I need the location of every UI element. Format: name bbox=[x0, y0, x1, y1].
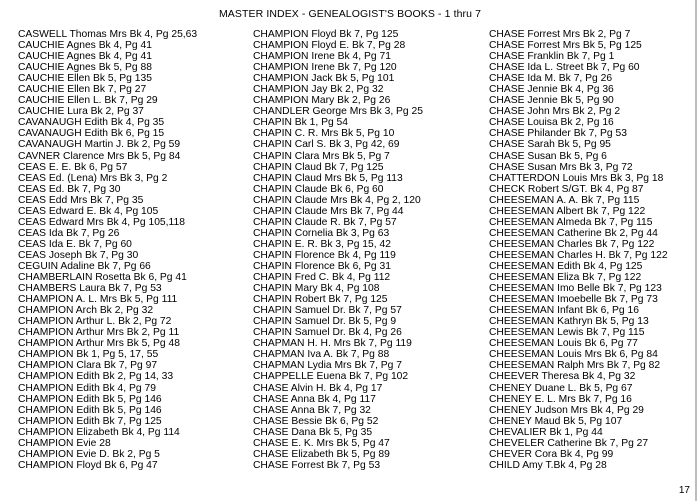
index-entry: CHAMPION Edith Bk 2, Pg 14, 33 bbox=[18, 371, 174, 383]
index-entry: CEAS Edward E. Bk 4, Pg 105 bbox=[18, 205, 159, 217]
index-entry: CHASE Louisa Bk 2, Pg 16 bbox=[489, 117, 614, 129]
index-entry: CHASE Jennie Bk 4, Pg 36 bbox=[489, 84, 614, 96]
index-entry: CHEESEMAN Infant Bk 6, Pg 16 bbox=[489, 305, 639, 317]
index-entry: CAUCHIE Agnes Bk 4, Pg 41 bbox=[18, 51, 152, 63]
index-entry: CHAPIN Samuel Dr. Bk 4, Pg 26 bbox=[253, 327, 402, 339]
index-entry: CHAMBERS Laura Bk 7, Pg 53 bbox=[18, 283, 162, 295]
index-entry: CEAS Edd Mrs Bk 7, Pg 35 bbox=[18, 194, 144, 206]
index-entry: CHILD Amy T.Bk 4, Pg 28 bbox=[489, 459, 607, 471]
index-entry: CHEESEMAN Almeda Bk 7, Pg 115 bbox=[489, 216, 653, 228]
index-entry: CHEESEMAN Albert Bk 7, Pg 122 bbox=[489, 205, 646, 217]
index-entry: CHAMPION A. L. Mrs Bk 5, Pg 111 bbox=[18, 294, 178, 306]
index-entry: CHAPIN C. R. Mrs Bk 5, Pg 10 bbox=[253, 128, 395, 140]
index-entry: CHANDLER George Mrs Bk 3, Pg 25 bbox=[253, 106, 423, 118]
index-entry: CHEESEMAN Charles Bk 7, Pg 122 bbox=[489, 238, 655, 250]
index-entry: CHAMPION Jack Bk 5, Pg 101 bbox=[253, 73, 395, 85]
index-entry: CHAMPION Edith Bk 5, Pg 146 bbox=[18, 404, 162, 416]
index-entry: CAVANAUGH Edith Bk 6, Pg 15 bbox=[18, 128, 165, 140]
index-entry: CHAPIN Claud Bk 7, Pg 125 bbox=[253, 161, 384, 173]
index-entry: CHAPIN Claude R. Bk 7, Pg 57 bbox=[253, 216, 397, 228]
index-entry: CHAPPELLE Euena Bk 7, Pg 102 bbox=[253, 371, 409, 383]
index-entry: CHEEVER Theresa Bk 4, Pg 32 bbox=[489, 371, 636, 383]
index-entry: CHASE Forrest Mrs Bk 2, Pg 7 bbox=[489, 29, 631, 40]
index-entry: CHASE Susan Mrs Bk 3, Pg 72 bbox=[489, 161, 633, 173]
index-entry: CHASE Ida M. Bk 7, Pg 26 bbox=[489, 73, 613, 85]
index-entry: CHAPIN Mary Bk 4, Pg 108 bbox=[253, 283, 380, 295]
index-entry: CHASE Forrest Bk 7, Pg 53 bbox=[253, 459, 381, 471]
index-entry: CAUCHIE Ellen L. Bk 7, Pg 29 bbox=[18, 95, 158, 107]
index-entry: CHASE Alvin H. Bk 4, Pg 17 bbox=[253, 382, 383, 394]
index-entry: CAUCHIE Lura Bk 2, Pg 37 bbox=[18, 106, 144, 118]
index-entry: CHAPMAN Iva A. Bk 7, Pg 88 bbox=[253, 349, 390, 361]
index-entry: CHAMPION Arthur Mrs Bk 5, Pg 48 bbox=[18, 338, 180, 350]
index-entry: CEAS Joseph Bk 7, Pg 30 bbox=[18, 249, 139, 261]
index-entry: CHAMPION Mary Bk 2, Pg 26 bbox=[253, 95, 391, 107]
index-entry: CHAMPION Edith Bk 4, Pg 79 bbox=[18, 382, 156, 394]
index-entry: CAUCHIE Ellen Bk 5, Pg 135 bbox=[18, 73, 152, 85]
index-entry: CHAMPION Arch Bk 2, Pg 32 bbox=[18, 305, 154, 317]
index-entry: CHAPMAN Lydia Mrs Bk 7, Pg 7 bbox=[253, 360, 402, 372]
index-entry: CHAMPION Arthur L. Bk 2, Pg 72 bbox=[18, 316, 172, 328]
index-entry: CHAPIN Claude Mrs Bk 7, Pg 44 bbox=[253, 205, 404, 217]
index-entry: CHAPIN Florence Bk 4, Pg 119 bbox=[253, 249, 396, 261]
index-entry: CHAMPION Floyd Bk 7, Pg 125 bbox=[253, 29, 399, 40]
index-entry: CHEVELER Catherine Bk 7, Pg 27 bbox=[489, 437, 649, 449]
index-entry: CHAPIN Fred C. Bk 4, Pg 112 bbox=[253, 272, 391, 284]
index-entry: CHASE Sarah Bk 5, Pg 95 bbox=[489, 139, 611, 151]
index-entry: CEAS E. E. Bk 6, Pg 57 bbox=[18, 161, 128, 173]
index-entry: CEAS Ed. Bk 7, Pg 30 bbox=[18, 183, 121, 195]
index-entry: CHAMPION Jay Bk 2, Pg 32 bbox=[253, 84, 384, 96]
index-entry: CAVNER Clarence Mrs Bk 5, Pg 84 bbox=[18, 150, 181, 162]
page-title: MASTER INDEX - GENEALOGIST'S BOOKS - 1 thru 7 bbox=[218, 8, 482, 20]
index-entry: CHEESEMAN Imo Belle Bk 7, Pg 123 bbox=[489, 283, 662, 295]
index-entry: CAUCHIE Agnes Bk 5, Pg 88 bbox=[18, 62, 152, 74]
index-entry: CHASE Elizabeth Bk 5, Pg 89 bbox=[253, 448, 390, 460]
index-entry: CHAPIN Robert Bk 7, Pg 125 bbox=[253, 294, 388, 306]
index-entry: CHAPIN Carl S. Bk 3, Pg 42, 69 bbox=[253, 139, 400, 151]
index-entry: CHAMPION Edith Bk 5, Pg 146 bbox=[18, 393, 162, 405]
index-entry: CHAPIN Bk 1, Pg 54 bbox=[253, 117, 348, 129]
index-entry: CAVANAUGH Edith Bk 4, Pg 35 bbox=[18, 117, 165, 129]
index-entry: CHAMPION Floyd E. Bk 7, Pg 28 bbox=[253, 40, 406, 52]
index-entry: CHAMPION Irene Bk 4, Pg 71 bbox=[253, 51, 391, 63]
index-entry: CHAPIN Florence Bk 6, Pg 31 bbox=[253, 260, 391, 272]
index-entry: CHAPIN Samuel Dr. Bk 5, Pg 9 bbox=[253, 316, 397, 328]
index-entry: CHAPIN E. R. Bk 3, Pg 15, 42 bbox=[253, 238, 391, 250]
index-entry: CHAPMAN H. H. Mrs Bk 7, Pg 119 bbox=[253, 338, 412, 350]
index-entry: CHEESEMAN Louis Bk 6, Pg 77 bbox=[489, 338, 638, 350]
index-entry: CHASE Ida L. Street Bk 7, Pg 60 bbox=[489, 62, 640, 74]
index-entry: CEGUIN Adaline Bk 7, Pg 66 bbox=[18, 260, 151, 272]
index-entry: CHAMPION Clara Bk 7, Pg 97 bbox=[18, 360, 158, 372]
index-entry: CHAPIN Cornelia Bk 3, Pg 63 bbox=[253, 227, 390, 239]
index-entry: CHASE Dana Bk 5, Pg 35 bbox=[253, 426, 373, 438]
index-entry: CHAPIN Samuel Dr. Bk 7, Pg 57 bbox=[253, 305, 402, 317]
index-entry: CHEESEMAN Ralph Mrs Bk 7, Pg 82 bbox=[489, 360, 661, 372]
index-entry: CHEESEMAN Charles H. Bk 7, Pg 122 bbox=[489, 249, 668, 261]
index-entry: CHAMPION Arthur Mrs Bk 2, Pg 11 bbox=[18, 327, 180, 339]
index-entry: CHEESEMAN Kathryn Bk 5, Pg 13 bbox=[489, 316, 649, 328]
index-entry: CHASE John Mrs Bk 2, Pg 2 bbox=[489, 106, 621, 118]
page-number: 17 bbox=[678, 485, 690, 496]
index-entry: CHAMPION Irene Bk 7, Pg 120 bbox=[253, 62, 397, 74]
index-entry: CHEVER Cora Bk 4, Pg 99 bbox=[489, 448, 614, 460]
index-entry: CHAMPION Evie D. Bk 2, Pg 5 bbox=[18, 448, 160, 460]
index-entry: CEAS Ed. (Lena) Mrs Bk 3, Pg 2 bbox=[18, 172, 168, 184]
index-entry: CHAMPION Evie 28 bbox=[18, 437, 111, 449]
index-entry: CHASE Philander Bk 7, Pg 53 bbox=[489, 128, 627, 140]
index-entry: CHAMPION Bk 1, Pg 5, 17, 55 bbox=[18, 349, 159, 361]
index-entry: CHEESEMAN Lewis Bk 7, Pg 115 bbox=[489, 327, 645, 339]
index-entry: CHEESEMAN A. A. Bk 7, Pg 115 bbox=[489, 194, 640, 206]
index-entry: CHENEY Judson Mrs Bk 4, Pg 29 bbox=[489, 404, 644, 416]
index-entry: CHEESEMAN Imoebelle Bk 7, Pg 73 bbox=[489, 294, 658, 306]
index-entry: CHEESEMAN Louis Mrs Bk 6, Pg 84 bbox=[489, 349, 658, 361]
index-entry: CHAPIN Claude Bk 6, Pg 60 bbox=[253, 183, 384, 195]
index-entry: CHAPIN Clara Mrs Bk 5, Pg 7 bbox=[253, 150, 390, 162]
index-entry: CHECK Robert S/GT. Bk 4, Pg 87 bbox=[489, 183, 644, 195]
index-column-2 bbox=[253, 29, 423, 471]
index-entry: CEAS Ida E. Bk 7, Pg 60 bbox=[18, 238, 132, 250]
index-entry: CHATTERDON Louis Mrs Bk 3, Pg 18 bbox=[489, 172, 664, 184]
index-entry: CHENEY Duane L. Bk 5, Pg 67 bbox=[489, 382, 633, 394]
index-entry: CHAMPION Floyd Bk 6, Pg 47 bbox=[18, 459, 158, 471]
index-entry: CHASE Anna Bk 7, Pg 32 bbox=[253, 404, 371, 416]
index-entry: CHEESEMAN Edith Bk 4, Pg 125 bbox=[489, 260, 643, 272]
index-entry: CEAS Edward Mrs Bk 4, Pg 105,118 bbox=[18, 216, 185, 228]
index-entry: CHENEY Maud Bk 5, Pg 107 bbox=[489, 415, 623, 427]
index-entry: CHASE E. K. Mrs Bk 5, Pg 47 bbox=[253, 437, 390, 449]
index-entry: CHEVALIER Bk 1, Pg 44 bbox=[489, 426, 603, 438]
index-column-1 bbox=[18, 29, 197, 471]
index-entry: CAVANAUGH Martin J. Bk 2, Pg 59 bbox=[18, 139, 181, 151]
index-entry: CAUCHIE Ellen Bk 7, Pg 27 bbox=[18, 84, 147, 96]
index-entry: CHAMPION Elizabeth Bk 4, Pg 114 bbox=[18, 426, 180, 438]
index-entry: CHAPIN Claud Mrs Bk 5, Pg 113 bbox=[253, 172, 403, 184]
index-entry: CHEESEMAN Catherine Bk 2, Pg 44 bbox=[489, 227, 658, 239]
index-entry: CHAMBERLAIN Rosetta Bk 6, Pg 41 bbox=[18, 272, 187, 284]
index-entry: CHASE Bessie Bk 6, Pg 52 bbox=[253, 415, 379, 427]
index-entry: CHAMPION Edith Bk 7, Pg 125 bbox=[18, 415, 162, 427]
index-entry: CHASE Jennie Bk 5, Pg 90 bbox=[489, 95, 614, 107]
index-entry: CHASE Forrest Mrs Bk 5, Pg 125 bbox=[489, 40, 642, 52]
index-entry: CEAS Ida Bk 7, Pg 26 bbox=[18, 227, 120, 239]
index-entry: CHEESEMAN Eliza Bk 7, Pg 122 bbox=[489, 272, 642, 284]
index-column-3 bbox=[489, 29, 668, 471]
index-entry: CAUCHIE Agnes Bk 4, Pg 41 bbox=[18, 40, 152, 52]
index-entry: CHAPIN Claude Mrs Bk 4, Pg 2, 120 bbox=[253, 194, 421, 206]
scan-edge-divider bbox=[695, 0, 697, 501]
index-entry: CHENEY E. L. Mrs Bk 7, Pg 16 bbox=[489, 393, 632, 405]
index-entry: CASWELL Thomas Mrs Bk 4, Pg 25,63 bbox=[18, 29, 198, 40]
index-entry: CHASE Franklin Bk 7, Pg 1 bbox=[489, 51, 615, 63]
index-entry: CHASE Susan Bk 5, Pg 6 bbox=[489, 150, 607, 162]
index-entry: CHASE Anna Bk 4, Pg 117 bbox=[253, 393, 376, 405]
